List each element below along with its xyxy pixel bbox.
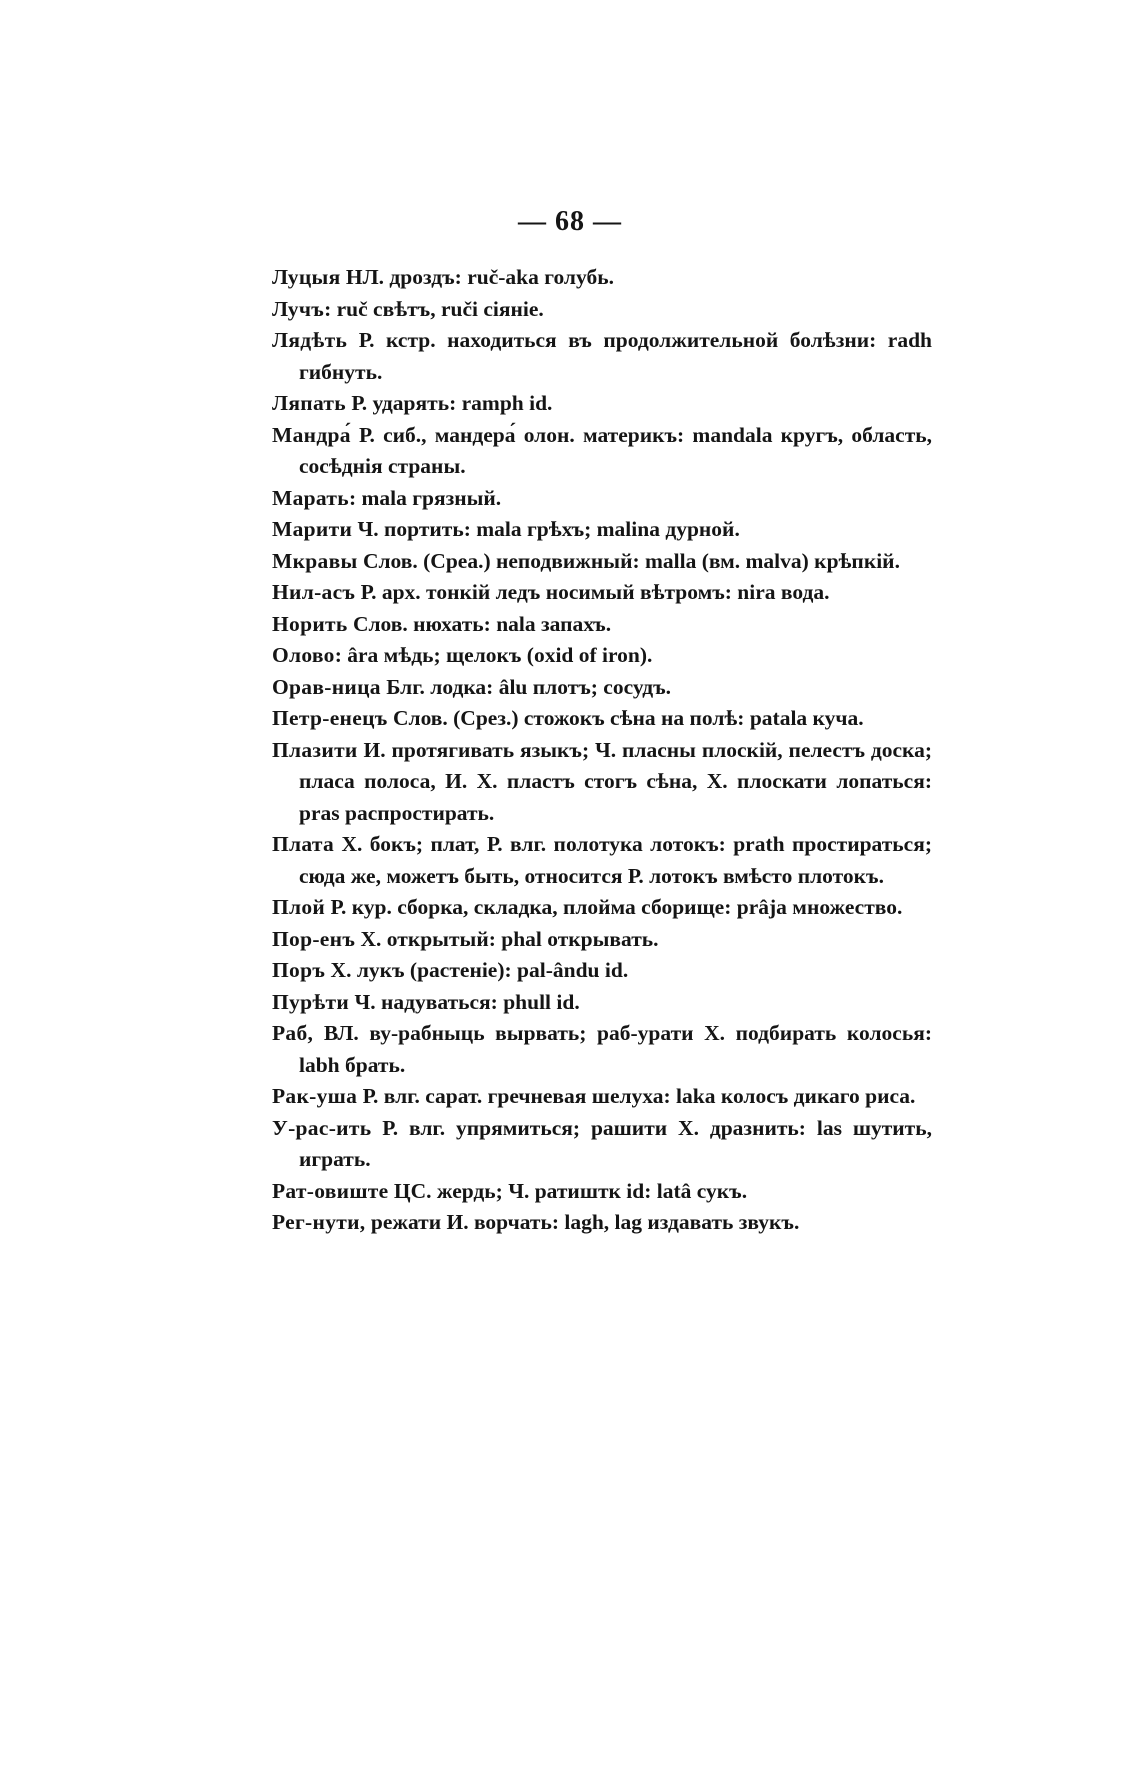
dictionary-entry — [272, 735, 932, 830]
dictionary-entry — [272, 1018, 932, 1081]
entry-text: : âra мѣдь; щелокъ (oxid of iron). — [334, 643, 653, 667]
entry-text: ВЛ. ву-рабныць вырвать; раб-урати Х. подбирать колосья: labh брать. — [299, 1021, 932, 1077]
entry-text: Р. влг. сарат. гречневая шелуха: laka колосъ дикаго риса. — [362, 1084, 916, 1108]
entry-headword: Рег-нути, — [272, 1210, 366, 1234]
entry-headword: Плата — [272, 832, 335, 856]
entry-text: Ч. надуваться: phull id. — [354, 989, 580, 1014]
entry-headword: Орав-ница — [272, 674, 381, 699]
dictionary-entries — [272, 262, 932, 1239]
entry-text: Р. арх. тонкій ледъ носимый вѣтромъ: nira вода. — [360, 580, 830, 604]
dictionary-entry — [272, 924, 932, 956]
entry-text: ЦС. жердь; Ч. ратиштк id: latâ сукъ. — [393, 1178, 748, 1203]
dictionary-entry — [272, 829, 932, 892]
entry-headword: Плазити — [272, 737, 358, 762]
entry-headword: Пурѣти — [272, 989, 350, 1014]
entry-headword: У-рас-ить — [272, 1115, 372, 1140]
entry-text: Р. кстр. находиться въ продолжительной болѣзни: radh гибнуть. — [299, 328, 932, 384]
entry-headword: Рат-овиште — [272, 1178, 389, 1203]
entry-headword: Марать — [272, 485, 349, 510]
entry-text: Х. открытый: phal открывать. — [360, 926, 659, 951]
dictionary-entry — [272, 609, 932, 641]
entry-text: Блг. лодка: âlu плотъ; сосудъ. — [386, 674, 672, 699]
entry-text: : mala грязный. — [348, 485, 502, 510]
page-number: — 68 — — [518, 206, 622, 237]
entry-text: Ч. портить: mala грѣхъ; malina дурной. — [357, 517, 740, 541]
entry-text: Р. ударять: ramph id. — [351, 391, 553, 415]
entry-text: Х. лукъ (растеніе): pal-ându id. — [330, 958, 629, 982]
dictionary-entry — [272, 483, 932, 515]
entry-headword: Раб, — [272, 1021, 314, 1045]
dictionary-entry — [272, 672, 932, 704]
entry-headword: Лучъ — [272, 296, 325, 321]
entry-text: И. протягивать языкъ; Ч. пласны плоскій, пелестъ доска; пласа полоса, И. Х. пластъ стогъ сѣна, Х. плоскати лопаться: pras распростирать. — [299, 737, 933, 825]
entry-headword: Луцыя — [272, 265, 341, 289]
dictionary-entry — [272, 987, 932, 1019]
entry-text: Х. бокъ; плат, Р. влг. полотука лотокъ: prath простираться; сюда же, можетъ быть, относится Р. лотокъ вмѣсто плотокъ. — [299, 832, 932, 888]
entry-headword: Олово — [272, 643, 335, 667]
entry-headword: Марити — [272, 517, 353, 541]
entry-headword: Пор-енъ — [272, 926, 356, 951]
entry-text: Слов. (Срез.) стожокъ сѣна на полѣ: patala куча. — [392, 706, 864, 730]
entry-text: Р. влг. упрямиться; рашити Х. дразнить: las шутить, играть. — [299, 1115, 932, 1171]
dictionary-entry — [272, 294, 932, 326]
dictionary-entry — [272, 262, 932, 294]
entry-headword: Ляпать — [272, 391, 346, 415]
entry-headword: Лядѣть — [272, 328, 348, 352]
entry-text: НЛ. дроздъ: ruč-aka голубь. — [345, 265, 614, 289]
entry-headword: Нил-асъ — [272, 580, 356, 604]
dictionary-entry — [272, 1176, 932, 1208]
dictionary-entry — [272, 1207, 932, 1239]
dictionary-entry — [272, 388, 932, 420]
entry-text: : ruč свѣтъ, ruči сіяніе. — [324, 296, 544, 321]
dictionary-entry — [272, 325, 932, 388]
dictionary-entry — [272, 640, 932, 672]
entry-headword: Мкравы — [272, 548, 358, 573]
dictionary-entry — [272, 955, 932, 987]
entry-text: режати И. ворчать: lagh, lag издавать звукъ. — [370, 1210, 800, 1234]
dictionary-entry — [272, 1113, 932, 1176]
dictionary-entry — [272, 703, 932, 735]
entry-headword: Петр-енецъ — [272, 706, 388, 730]
entry-headword: Норить — [272, 611, 348, 636]
dictionary-entry — [272, 577, 932, 609]
dictionary-entry — [272, 1081, 932, 1113]
entry-text: Р. сиб., мандера́ олон. материкъ: mandala кругъ, область, сосѣднія страны. — [299, 422, 932, 478]
entry-headword: Мандра́ — [272, 422, 351, 447]
dictionary-entry — [272, 420, 932, 483]
entry-text: Слов. нюхать: nala запахъ. — [352, 611, 612, 636]
entry-headword: Поръ — [272, 958, 326, 982]
entry-text: Слов. (Среа.) неподвижный: malla (вм. malva) крѣпкій. — [362, 548, 900, 573]
entry-headword: Плой — [272, 895, 326, 919]
dictionary-entry — [272, 514, 932, 546]
dictionary-entry — [272, 546, 932, 578]
entry-text: Р. кур. сборка, складка, плойма сборище: prâja множество. — [330, 895, 903, 919]
entry-headword: Рак-уша — [272, 1084, 358, 1108]
dictionary-entry — [272, 892, 932, 924]
